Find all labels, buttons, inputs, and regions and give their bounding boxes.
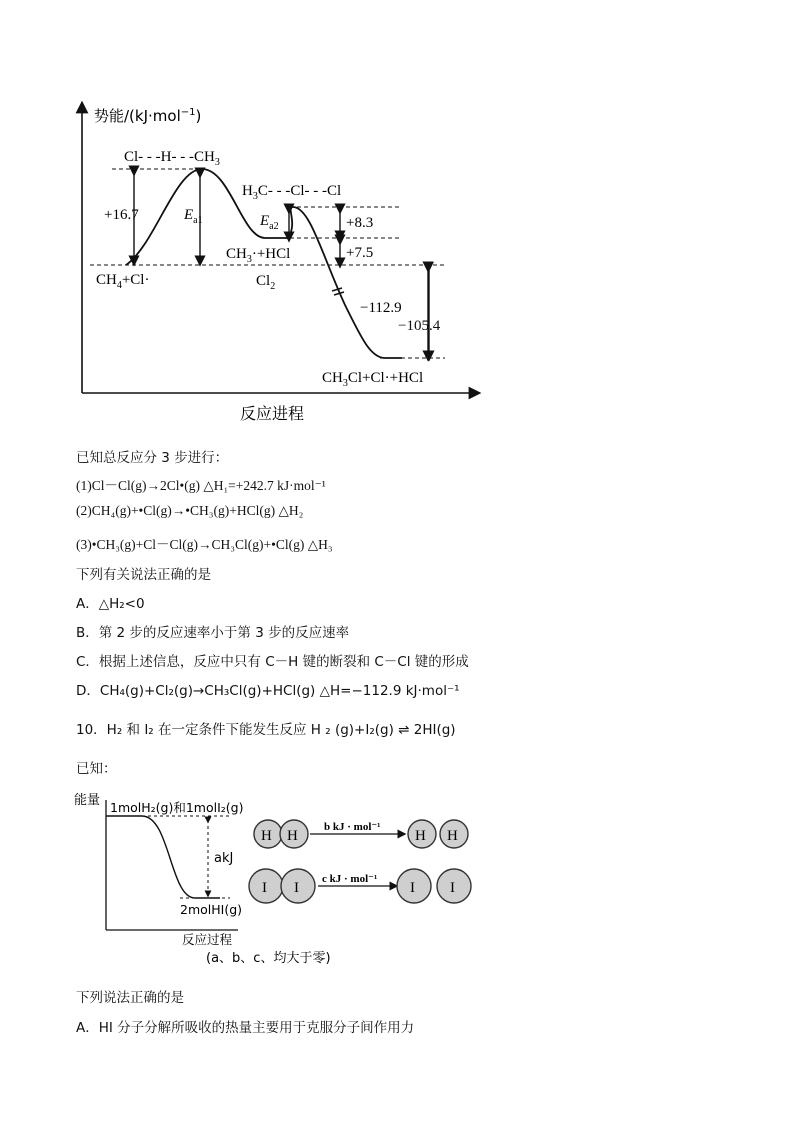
svg-text:I: I (262, 880, 267, 896)
step-3: (3)•CH₃(g)+Cl－Cl(g)→CH₃Cl(g)+•Cl(g) △H₃ (76, 537, 333, 552)
svg-text:H: H (415, 828, 426, 844)
svg-text:I: I (410, 880, 415, 896)
question-2: 下列说法正确的是 (76, 990, 184, 1006)
option-a-2: A．HI 分子分解所吸收的热量主要用于克服分子间作用力 (76, 1020, 415, 1036)
hh-molecule (254, 820, 308, 848)
svg-text:I: I (450, 880, 455, 896)
svg-text:I: I (294, 880, 299, 896)
question-1: 下列有关说法正确的是 (76, 567, 211, 583)
step-2: (2)CH₄(g)+•Cl(g)→•CH₃(g)+HCl(g) △H₂ (76, 503, 304, 518)
y-axis-label: 势能/(kJ·mol$^{-1}$) (94, 107, 202, 125)
value-7-5: +7.5 (346, 245, 374, 261)
option-b: B．第 2 步的反应速率小于第 3 步的反应速率 (76, 625, 350, 641)
process-axis-label: 反应过程 (182, 932, 233, 947)
value-16-7: +16.7 (104, 207, 139, 223)
ts2-label: $H_3C- - -Cl- - -Cl$ (242, 183, 342, 202)
bottom-state-label: 2molHI(g) (180, 902, 243, 917)
ii-molecule (249, 869, 315, 903)
end-label: $CH_3Cl+Cl\cdot+HCl$ (322, 370, 424, 389)
option-a: A．△H₂<0 (76, 596, 145, 612)
i-atoms (397, 869, 471, 903)
ts1-label: $Cl- - -H- - -CH_3$ (124, 149, 220, 168)
known-label: 已知： (76, 761, 117, 777)
ea1-label: $E_{a1}$ (184, 207, 203, 226)
note-label: (a、b、c、均大于零) (206, 951, 331, 966)
ii-bond-energy: c kJ · mol⁻¹ (322, 873, 378, 885)
arrow-105-4 (420, 262, 480, 364)
start-label: $CH_4+Cl\cdot$ (96, 272, 150, 291)
svg-text:H: H (261, 828, 272, 844)
delta-label: akJ (214, 851, 234, 866)
ea2-label: $E_{a2}$ (260, 213, 279, 232)
energy-axis-label: 能量 (74, 793, 101, 808)
value-105-4: −105.4 (398, 318, 441, 334)
x-axis-label: 反应进程 (240, 404, 305, 423)
question-10: 10．H₂ 和 I₂ 在一定条件下能发生反应 H ₂ (g)+I₂(g) ⇌ 2HI(g) (76, 722, 456, 738)
svg-text:H: H (447, 828, 458, 844)
h-atoms (408, 820, 468, 848)
step-1: (1)Cl－Cl(g)→2Cl•(g) △H₁=+242.7 kJ·mol⁻¹ (76, 478, 326, 493)
hh-bond-energy: b kJ · mol⁻¹ (324, 821, 381, 833)
option-c: C．根据上述信息，反应中只有 C－H 键的断裂和 C－Cl 键的形成 (76, 654, 469, 670)
value-8-3: +8.3 (346, 215, 374, 231)
hi-energy-diagram (70, 788, 490, 968)
cl2-label: $Cl_2$ (256, 273, 276, 292)
intermediate-label: $CH_3\cdot+HCl$ (226, 246, 291, 265)
top-state-label: 1molH₂(g)和1molI₂(g) (110, 800, 244, 815)
value-112-9: −112.9 (360, 300, 402, 316)
known-steps: 已知总反应分 3 步进行： (76, 450, 229, 466)
svg-text:H: H (287, 828, 298, 844)
option-d: D．CH₄(g)+Cl₂(g)→CH₃Cl(g)+HCl(g) △H=−112.9 kJ·mol⁻¹ (76, 683, 460, 699)
